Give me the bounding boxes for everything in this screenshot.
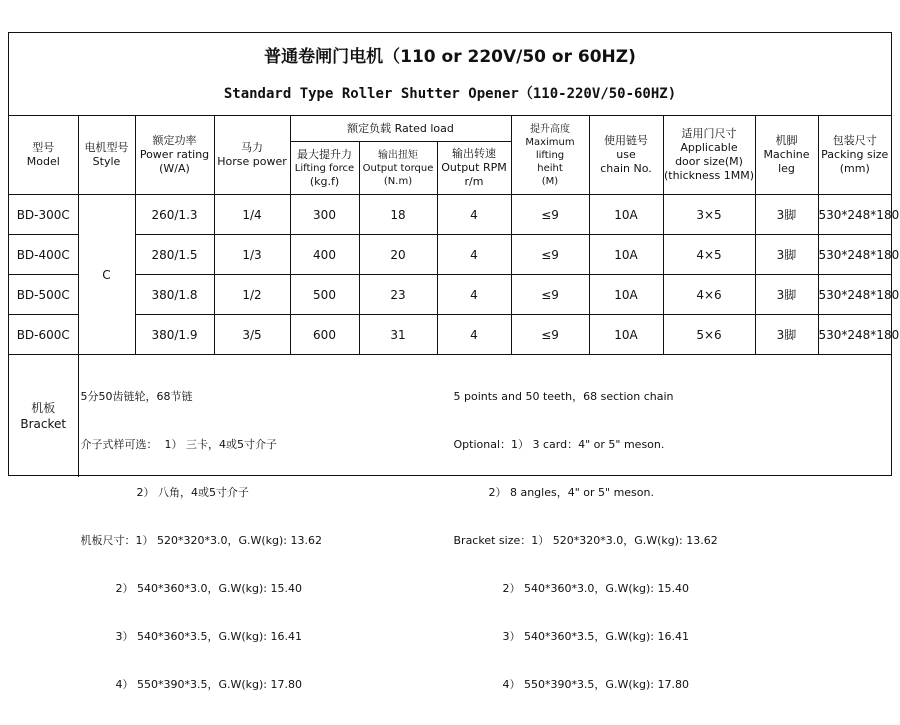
bracket-details — [78, 355, 891, 691]
header-packing — [818, 116, 891, 195]
cell-power: 380/1.8 — [135, 275, 214, 315]
header-horse — [214, 116, 290, 195]
header-door-en2: door size(M) — [675, 155, 743, 168]
header-chain — [589, 116, 663, 195]
cell-chain: 10A — [589, 235, 663, 275]
cell-power: 260/1.3 — [135, 195, 214, 235]
table-row — [9, 195, 891, 235]
header-packing-en: Packing size — [821, 148, 889, 161]
header-door-en1: Applicable — [680, 141, 738, 154]
header-style-en: Style — [92, 155, 121, 168]
header-model-zh: 型号 — [32, 141, 55, 154]
cell-force: 500 — [290, 275, 359, 315]
header-model-en: Model — [26, 155, 60, 168]
cell-torque: 20 — [359, 235, 437, 275]
header-door — [663, 116, 755, 195]
header-door-en3: (thickness 1MM) — [663, 169, 755, 182]
cell-packing: 530*248*180 — [818, 275, 891, 315]
bracket-zh-line: 2） 八角，4或5寸介子 — [80, 486, 249, 499]
cell-horse: 1/4 — [214, 195, 290, 235]
header-force-unit: (kg.f) — [309, 174, 340, 188]
header-model — [9, 116, 78, 195]
header-lifting-height — [511, 116, 589, 195]
bracket-zh-line: 机板尺寸：1） 520*320*3.0，G.W(kg): 13.62 — [80, 534, 323, 547]
cell-packing: 530*248*180 — [818, 235, 891, 275]
cell-horse: 3/5 — [214, 315, 290, 355]
header-leg — [755, 116, 818, 195]
bracket-en-line: 3） 540*360*3.5，G.W(kg): 16.41 — [453, 630, 689, 643]
header-torque-zh: 输出扭矩 — [378, 149, 418, 161]
cell-height: ≤9 — [511, 195, 589, 235]
title-chinese: 普通卷闸门电机（110 or 220V/50 or 60HZ) — [264, 47, 636, 67]
bracket-details-english — [454, 357, 718, 725]
cell-model: BD-500C — [9, 275, 78, 315]
cell-door: 3×5 — [663, 195, 755, 235]
spec-table — [9, 116, 900, 691]
spec-sheet — [8, 32, 900, 691]
bracket-details-chinese — [81, 357, 323, 725]
cell-door: 4×6 — [663, 275, 755, 315]
bracket-zh-line: 介子式样可选： 1） 三卡，4或5寸介子 — [80, 438, 277, 451]
bracket-en-line: Bracket size：1） 520*320*3.0，G.W(kg): 13.62 — [453, 534, 718, 547]
bracket-label — [9, 355, 78, 478]
cell-model: BD-400C — [9, 235, 78, 275]
header-rpm-zh: 输出转速 — [452, 147, 496, 160]
header-force-en: Lifting force — [294, 162, 355, 174]
bracket-en-line: Optional：1） 3 card：4" or 5" meson. — [453, 438, 665, 451]
cell-power: 280/1.5 — [135, 235, 214, 275]
cell-force: 400 — [290, 235, 359, 275]
cell-power: 380/1.9 — [135, 315, 214, 355]
bracket-label-en: Bracket — [20, 417, 67, 431]
cell-model: BD-300C — [9, 195, 78, 235]
cell-rpm: 4 — [437, 315, 511, 355]
header-height-zh: 提升高度 — [530, 123, 570, 135]
cell-leg: 3脚 — [755, 195, 818, 235]
header-chain-en1: use — [616, 148, 636, 161]
table-row — [9, 315, 891, 355]
cell-force: 600 — [290, 315, 359, 355]
cell-rpm: 4 — [437, 275, 511, 315]
cell-force: 300 — [290, 195, 359, 235]
title-english: Standard Type Roller Shutter Opener（110-220V/50-60HZ) — [223, 86, 677, 102]
bracket-zh-line: 2） 540*360*3.0，G.W(kg): 15.40 — [80, 582, 302, 595]
bracket-row — [9, 355, 891, 478]
header-rated-load: 额定负载 Rated load — [290, 116, 511, 142]
table-row — [9, 275, 891, 315]
header-force-zh: 最大提升力 — [297, 147, 352, 161]
cell-torque: 31 — [359, 315, 437, 355]
cell-packing: 530*248*180 — [818, 195, 891, 235]
header-chain-en2: chain No. — [600, 162, 652, 175]
bracket-en-line: 2） 8 angles，4" or 5" meson. — [453, 486, 654, 499]
cell-leg: 3脚 — [755, 235, 818, 275]
cell-horse: 1/3 — [214, 235, 290, 275]
bracket-en-line: 4） 550*390*3.5，G.W(kg): 17.80 — [453, 678, 689, 691]
header-power-en: Power rating — [139, 148, 210, 161]
header-power-zh: 额定功率 — [152, 134, 197, 147]
header-style-zh: 电机型号 — [84, 141, 129, 154]
header-door-zh: 适用门尺寸 — [681, 127, 737, 140]
header-horse-zh: 马力 — [241, 141, 263, 154]
cell-style: C — [78, 195, 135, 355]
cell-door: 5×6 — [663, 315, 755, 355]
header-packing-unit: (mm) — [839, 162, 870, 175]
cell-height: ≤9 — [511, 315, 589, 355]
bracket-zh-line: 3） 540*360*3.5，G.W(kg): 16.41 — [80, 630, 302, 643]
header-output-rpm — [437, 142, 511, 195]
header-packing-zh: 包装尺寸 — [832, 134, 877, 147]
table-row — [9, 235, 891, 275]
header-style — [78, 116, 135, 195]
cell-leg: 3脚 — [755, 315, 818, 355]
header-height-en3: heiht — [537, 162, 563, 174]
cell-chain: 10A — [589, 275, 663, 315]
header-row-top — [9, 116, 891, 142]
header-power-unit: (W/A) — [159, 162, 190, 175]
bracket-zh-line: 4） 550*390*3.5，G.W(kg): 17.80 — [80, 678, 302, 691]
bracket-label-zh: 机板 — [31, 401, 56, 415]
cell-height: ≤9 — [511, 235, 589, 275]
bracket-en-line: 5 points and 50 teeth，68 section chain — [453, 390, 674, 403]
header-height-en2: lifting — [535, 149, 565, 161]
header-output-torque — [359, 142, 437, 195]
header-horse-en: Horse power — [217, 155, 287, 168]
title-block — [9, 33, 891, 116]
header-lifting-force — [290, 142, 359, 195]
cell-chain: 10A — [589, 315, 663, 355]
cell-horse: 1/2 — [214, 275, 290, 315]
header-leg-zh: 机脚 — [775, 134, 798, 147]
cell-door: 4×5 — [663, 235, 755, 275]
bracket-zh-line: 5分50齿链轮，68节链 — [80, 390, 193, 403]
cell-model: BD-600C — [9, 315, 78, 355]
cell-torque: 23 — [359, 275, 437, 315]
header-rpm-en: Output RPM — [441, 161, 507, 174]
cell-rpm: 4 — [437, 235, 511, 275]
header-power — [135, 116, 214, 195]
header-height-en1: Maximum — [525, 136, 575, 148]
header-chain-zh: 使用链号 — [604, 134, 648, 147]
header-rpm-unit: r/m — [464, 175, 484, 188]
cell-torque: 18 — [359, 195, 437, 235]
bracket-en-line: 2） 540*360*3.0，G.W(kg): 15.40 — [453, 582, 689, 595]
cell-packing: 530*248*180 — [818, 315, 891, 355]
cell-leg: 3脚 — [755, 275, 818, 315]
header-torque-en: Output torque — [362, 162, 434, 174]
cell-rpm: 4 — [437, 195, 511, 235]
header-height-unit: (M) — [541, 175, 559, 187]
cell-height: ≤9 — [511, 275, 589, 315]
cell-chain: 10A — [589, 195, 663, 235]
header-torque-unit: (N.m) — [383, 175, 413, 187]
header-leg-en: Machine leg — [763, 148, 810, 175]
